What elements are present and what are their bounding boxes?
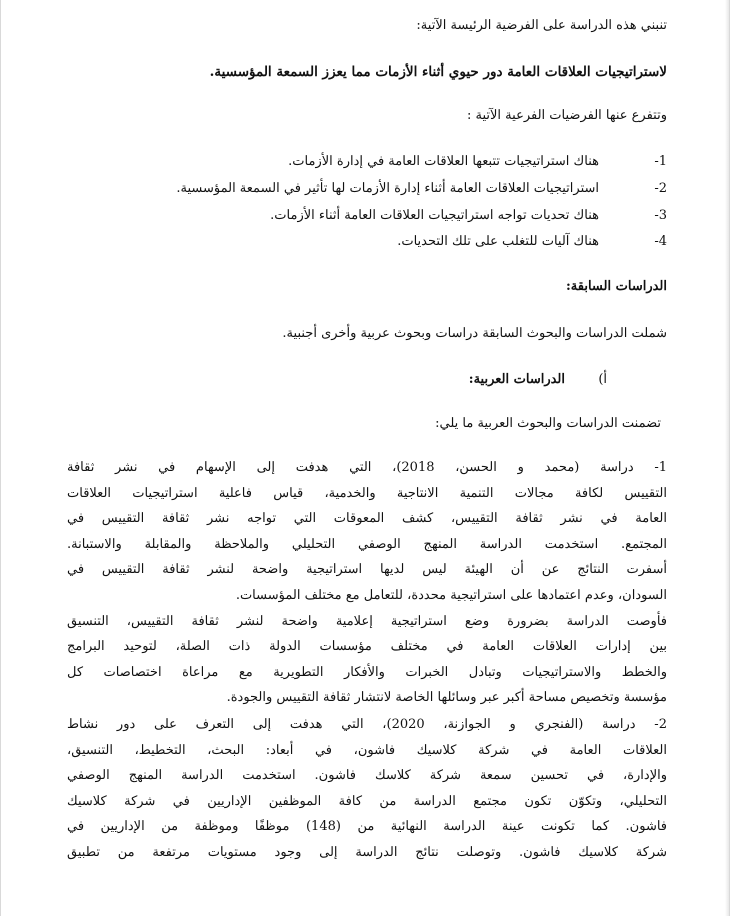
paragraph-line: والإدارة، في تحسين سمعة شركة كلاسك فاشون. استخدمت الدراسة المنهج الوصفي xyxy=(67,768,667,784)
paragraph-line: شركة كلاسيك فاشون. وتوصلت نتائج الدراسة إلى وجود مستويات مرتفعة من تطبيق xyxy=(67,844,667,860)
heading-number: أ) xyxy=(598,372,607,387)
paragraph-line: العامة في نشر ثقافة التقييس، كشف المعوقات التي تواجه نشر ثقافة التقييس في xyxy=(67,511,667,527)
sub-hypothesis-4 xyxy=(67,232,667,252)
list-text: هناك تحديات تواجه استراتيجيات العلاقات العامة أثناء الأزمات. xyxy=(270,208,599,223)
list-number: 4- xyxy=(654,234,667,249)
heading-text: الدراسات العربية: xyxy=(468,372,565,387)
study-1-paragraph xyxy=(67,455,667,711)
previous-studies-intro: شملت الدراسات والبحوث السابقة دراسات وبحوث عربية وأخرى أجنبية. xyxy=(282,326,667,341)
paragraph-line: أسفرت النتائج عن أن الهيئة ليس لديها استراتيجية واضحة لنشر ثقافة التقييس في xyxy=(67,562,667,578)
paragraph-line: فاشون. كما تكونت عينة الدراسة النهائية من (148) موظفًا وموظفة من الإداريين في xyxy=(67,819,667,835)
paragraph-line: التقييس لكافة مجالات التنمية الانتاجية والخدمية، قياس فاعلية استراتيجيات العلاقات xyxy=(67,485,667,501)
paragraph-line: مؤسسة وتخصيص مساحة أكبر عبر وسائلها الخاصة لانتشار ثقافة التقييس والجودة. xyxy=(226,690,667,706)
paragraph-line: السودان، وعدم اعتمادها على استراتيجية محددة، للتعامل مع مختلف المؤسسات. xyxy=(235,587,667,603)
arab-studies-heading xyxy=(67,370,667,390)
list-number: 3- xyxy=(654,208,667,223)
arab-studies-intro: تضمنت الدراسات والبحوث العربية ما يلي: xyxy=(435,416,661,431)
paragraph-line: المجتمع. استخدمت الدراسة المنهج الوصفي التحليلي والملاحظة والمقابلة والاستبانة. xyxy=(67,536,667,552)
paragraph-line: فأوصت الدراسة بضرورة وضع استراتيجية إعلامية واضحة لنشر ثقافة التقييس، التنسيق xyxy=(67,613,667,629)
list-text: استراتيجيات العلاقات العامة أثناء إدارة الأزمات لها تأثير في السمعة المؤسسية. xyxy=(176,181,599,196)
intro-text: تنبني هذه الدراسة على الفرضية الرئيسة الآتية: xyxy=(416,18,667,33)
sub-hypothesis-2 xyxy=(67,179,667,199)
study-2-paragraph xyxy=(67,712,667,866)
main-hypothesis: لاستراتيجيات العلاقات العامة دور حيوي أثناء الأزمات مما يعزز السمعة المؤسسية. xyxy=(209,64,667,80)
paragraph-line: بين إدارات العلاقات العامة في مختلف مؤسسات الدولة ذات الصلة، لتوحيد البرامج xyxy=(67,639,667,655)
paragraph-line: التحليلي، وتكوّن تكون مجتمع الدراسة من كافة الموظفين الإداريين في شركة كلاسيك xyxy=(67,793,667,809)
paragraph-line: العلاقات العامة في شركة كلاسيك فاشون، في أبعاد: البحث، التخطيط، التنسيق، xyxy=(67,742,667,758)
sub-hypothesis-3 xyxy=(67,206,667,226)
list-number: 2- xyxy=(654,181,667,196)
previous-studies-heading: الدراسات السابقة: xyxy=(566,279,667,294)
list-number: 1- xyxy=(654,154,667,169)
paragraph-line: 2- دراسة (الفنجري و الجوازنة، 2020)، التي هدفت إلى التعرف على دور نشاط xyxy=(67,717,667,732)
sub-hypothesis-1 xyxy=(67,152,667,172)
paragraph-line: والخطط والاستراتيجيات وتبادل الخبرات والأفكار التطويرية مع مراعاة اختصاصات كل xyxy=(67,664,667,680)
paragraph-line: 1- دراسة (محمد و الحسن، 2018)، التي هدفت إلى الإسهام في نشر ثقافة xyxy=(67,460,667,475)
list-text: هناك استراتيجيات تتبعها العلاقات العامة في إدارة الأزمات. xyxy=(288,154,599,169)
list-text: هناك آليات للتغلب على تلك التحديات. xyxy=(397,234,599,249)
sub-hypotheses-intro: وتتفرع عنها الفرضيات الفرعية الآتية : xyxy=(467,108,667,123)
